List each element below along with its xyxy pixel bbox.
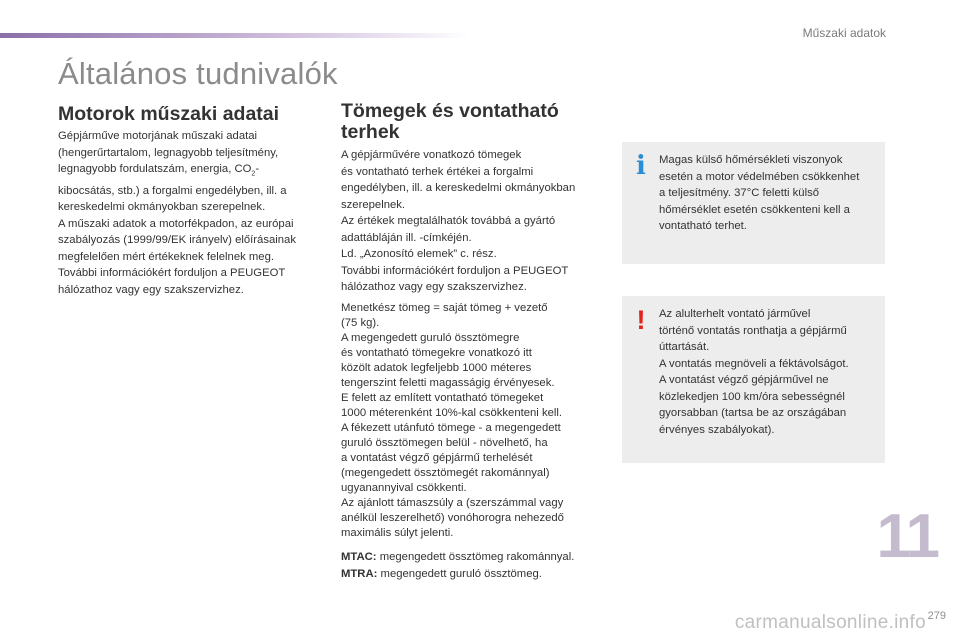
term-mtac: MTAC: <box>341 551 377 563</box>
masses-paragraph-2: Menetkész tömeg = saját tömeg + vezető (75 kg). A megengedett guruló össztömegre és vontatható tömegekre vonatkozó itt közölt adatok legfeljebb 1000 méteres tengerszint feletti magasságig érvényesek. E felett az említett vontatható tömegeket 1000 méterenként 10%-kal csökkenteni kell. A fékezett utánfutó tömege - a megengedett guruló össztömegen belül - növelhető, ha a vontatást végző gépjármű terhelését (megengedett össztömegét rakománnyal) ugyanannyival csökkenti. Az ajánlott támaszsúly a (szerszámmal vagy anélkül leszerelhető) vonóhorogra nehezedő maximális súlyt jelenti. <box>341 302 564 539</box>
info-box-text: Magas külső hőmérsékleti viszonyok esetén a motor védelmében csökkenhet a teljesítmény. 37°C feletti külső hőmérséklet esetén csökkenteni kell a vontatható terhet. <box>659 154 860 232</box>
definition-mtac <box>341 549 616 566</box>
header-accent-bar <box>0 33 470 38</box>
info-icon: i <box>636 151 646 181</box>
motor-heading: Motorok műszaki adatai <box>58 103 280 125</box>
warning-box <box>622 296 885 463</box>
co2-subscript: 2 <box>251 170 256 178</box>
term-mtra: MTRA: <box>341 568 378 580</box>
chapter-number: 11 <box>876 502 938 571</box>
watermark: carmanualsonline.info <box>734 612 926 633</box>
motor-text-part1: Gépjárműve motorjának műszaki adatai (hengerűrtartalom, legnagyobb teljesítmény, legnagyobb fordulatszám, energia, CO <box>58 130 279 175</box>
motor-paragraph <box>58 128 328 298</box>
desc-mtac: megengedett össztömeg rakománnyal. <box>376 551 575 563</box>
info-box <box>622 142 885 264</box>
desc-mtra: megengedett guruló össztömeg. <box>377 568 542 580</box>
warning-box-text: Az alulterhelt vontató járművel történő vontatás ronthatja a gépjármű úttartását. A vontatás megnöveli a féktávolságot. A vontatást végző gépjárművel ne közlekedjen 100 km/óra sebességnél gyorsabban (tartsa be az országában érvényes szabályokat). <box>659 308 849 436</box>
motor-text-part2: - kibocsátás, stb.) a forgalmi engedélyben, ill. a kereskedelmi okmányokban szerepelnek. A műszaki adatok a motorfékpadon, az európai szabályozás (1999/99/EK irányelv) előírásainak megfelelően mért értékeknek felelnek meg. További információkért forduljon a PEUGEOT hálózathoz vagy egy szakszervizhez. <box>58 163 296 296</box>
page-number: 279 <box>927 610 946 622</box>
masses-paragraph-1: A gépjárművére vonatkozó tömegek és vontatható terhek értékei a forgalmi engedélyben, ill. a kereskedelmi okmányokban szerepelnek. Az értékek megtalálhatók továbbá a gyártó adattábláján ill. -címkéjén. Ld. „Azonosító elemek” c. rész. További információkért forduljon a PEUGEOT hálózathoz vagy egy szakszervizhez. <box>341 149 576 293</box>
abbreviation-definitions <box>341 549 616 583</box>
section-title: Műszaki adatok <box>802 26 886 40</box>
page-title: Általános tudnivalók <box>58 56 338 91</box>
definition-mtra <box>341 566 616 583</box>
masses-heading: Tömegek és vontatható terhek <box>341 100 559 143</box>
exclamation-icon: ! <box>636 305 646 335</box>
